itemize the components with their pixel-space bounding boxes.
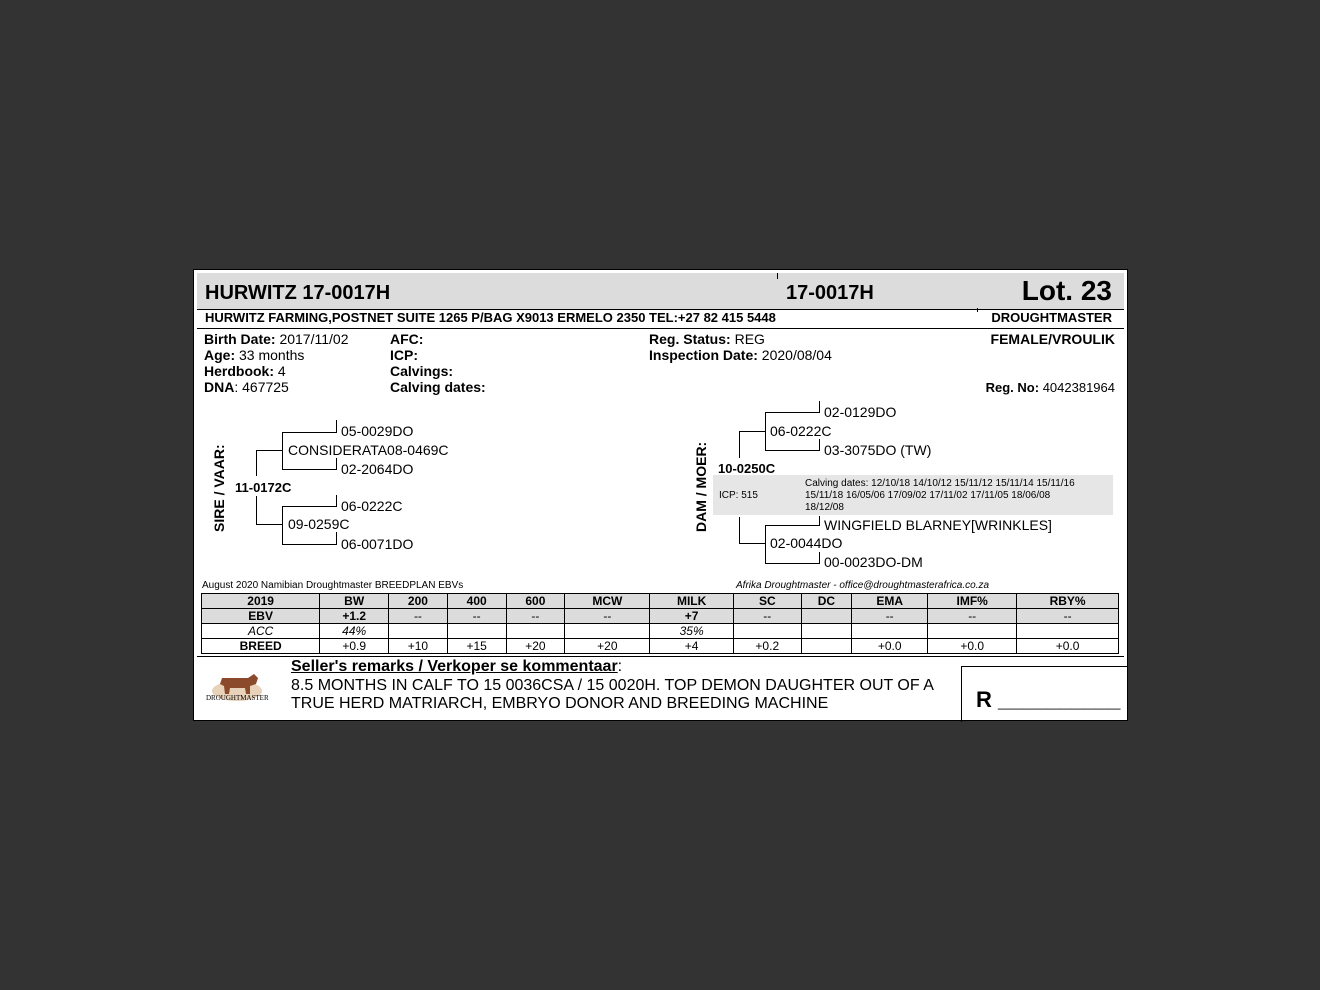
sire-sire-bottom-tick [336,458,337,470]
ebv-col-rby: RBY% [1017,594,1119,609]
dam-vertical-label: DAM / MOER: [693,441,709,532]
dam-dam-sire-name: WINGFIELD BLARNEY[WRINKLES] [824,517,1052,533]
ebv-col-year: 2019 [202,594,320,609]
calvings-label: Calvings: [390,363,454,379]
dam-sire-sire-name: 02-0129DO [824,404,897,420]
sire-line-up-h [256,450,282,451]
animal-id: 17-0017H [786,282,874,304]
acc-cell [1017,624,1119,639]
breed-cell: +15 [447,639,506,654]
ebv-row [202,609,1119,624]
dna-label: DNA [204,379,235,395]
ebv-col-ema: EMA [852,594,928,609]
ebv-col-200: 200 [389,594,448,609]
herdbook-row [204,363,286,379]
price-label: R __________ [976,687,1121,712]
remarks-colon: : [617,658,623,675]
lot-number: Lot. 23 [1021,275,1112,306]
dam-dam-bottom-tick [819,552,820,564]
dam-calving-box [713,475,1113,515]
ebv-cell: +1.2 [320,609,389,624]
sire-dam-top-tick [336,495,337,507]
reg-no-label: Reg. No: [985,380,1040,395]
acc-cell: 44% [320,624,389,639]
acc-row [202,624,1119,639]
dam-calving-dates-1: Calving dates: 12/10/18 14/10/12 15/11/12 15/11/14 15/11/16 [805,478,1075,489]
sex-label: FEMALE/VROULIK [990,331,1115,347]
acc-cell [389,624,448,639]
ebv-cell: -- [565,609,650,624]
price-box [961,666,1127,722]
dam-sire-top [765,412,819,413]
address-bar [197,308,1124,329]
breed-row [202,639,1119,654]
card-header [197,273,1124,310]
ebv-col-400: 400 [447,594,506,609]
dam-dam-top [765,525,819,526]
ebv-cell: -- [506,609,565,624]
birth-date-value: 2017/11/02 [279,331,349,347]
ebv-cell: -- [928,609,1017,624]
acc-cell: ACC [202,624,320,639]
inspection-value: 2020/08/04 [761,347,832,363]
dam-dam-bracket [765,525,766,563]
droughtmaster-logo [204,668,270,706]
dna-row [204,379,289,395]
dam-calving-dates-3: 18/12/08 [805,502,844,513]
address-text: HURWITZ FARMING,POSTNET SUITE 1265 P/BAG X9013 ERMELO 2350 TEL:+27 82 415 5448 [205,310,776,325]
breed-cell: +0.2 [733,639,801,654]
dam-line-down-h [739,543,765,544]
reg-status-label: Reg. Status: [649,331,731,347]
ebv-table [201,593,1119,654]
dam-name: 10-0250C [718,461,776,476]
afc-label: AFC: [390,331,424,347]
sire-dam-dam-name: 06-0071DO [341,536,414,552]
lot-card [193,269,1128,721]
breed-cell: +20 [506,639,565,654]
dam-icp: ICP: 515 [719,490,758,501]
acc-cell: 35% [650,624,733,639]
acc-cell [801,624,851,639]
birth-date-label: Birth Date: [204,331,276,347]
inspection-row [649,347,832,363]
header-divider [777,273,778,279]
dam-sire-name: 06-0222C [770,423,832,439]
dam-sire-bottom-tick [819,439,820,451]
remarks-divider [197,656,1124,657]
dam-sire-bracket [765,412,766,450]
dam-line-up-h [739,431,765,432]
herdbook-value: 4 [277,363,286,379]
ebv-cell [801,609,851,624]
sire-sire-top [282,432,336,433]
age-value: 33 months [239,347,305,363]
dam-dam-dam-name: 00-0023DO-DM [824,554,923,570]
sire-line-down [256,496,257,524]
dam-sire-bottom [765,450,819,451]
sire-dam-top [282,506,336,507]
ebv-col-mcw: MCW [565,594,650,609]
ebv-cell: +7 [650,609,733,624]
dam-line-up [739,431,740,458]
remarks-line-1: 8.5 MONTHS IN CALF TO 15 0036CSA / 15 0020H. TOP DEMON DAUGHTER OUT OF A [291,677,934,694]
sire-dam-sire-name: 06-0222C [341,498,403,514]
ebv-cell: -- [447,609,506,624]
sire-vertical-label: SIRE / VAAR: [211,444,227,532]
dam-sire-top-tick [819,401,820,413]
sire-sire-sire-name: 05-0029DO [341,423,414,439]
sire-dam-bottom-tick [336,532,337,545]
remarks-title: Seller's remarks / Verkoper se kommentaar [291,658,618,675]
sire-sire-top-tick [336,420,337,433]
dam-dam-bottom [765,563,819,564]
acc-cell [447,624,506,639]
logo-text: DROUGHTMASTER [206,694,269,702]
dam-sire-dam-name: 03-3075DO (TW) [824,442,932,458]
ebv-col-dc: DC [801,594,851,609]
breed-cell: +20 [565,639,650,654]
ebv-cell: -- [733,609,801,624]
dam-dam-name: 02-0044DO [770,535,843,551]
ebv-title: August 2020 Namibian Droughtmaster BREEDPLAN EBVs [202,580,464,591]
breed-cell: +10 [389,639,448,654]
ebv-header-row [202,594,1119,609]
remarks-line-2: TRUE HERD MATRIARCH, EMBRYO DONOR AND BREEDING MACHINE [291,695,829,712]
ebv-col-milk: MILK [650,594,733,609]
dam-line-down [739,517,740,543]
ebv-col-bw: BW [320,594,389,609]
remarks-title-row [291,658,622,676]
sire-dam-bracket [282,506,283,544]
age-label: Age: [204,347,236,363]
dna-value: : 467725 [234,379,289,395]
acc-cell [852,624,928,639]
inspection-label: Inspection Date: [649,347,758,363]
breed-name: DROUGHTMASTER [991,310,1112,325]
ebv-col-imf: IMF% [928,594,1017,609]
ebv-cell: -- [389,609,448,624]
calving-dates-label: Calving dates: [390,379,486,395]
sire-dam-name: 09-0259C [288,516,350,532]
birth-date-row [204,331,348,347]
herdbook-label: Herdbook: [204,363,274,379]
sire-sire-dam-name: 02-2064DO [341,461,414,477]
breed-cell [801,639,851,654]
sire-line-up [256,450,257,476]
sire-line-down-h [256,524,282,525]
sire-sire-bottom [282,469,336,470]
breed-cell: +0.0 [1017,639,1119,654]
breed-cell: BREED [202,639,320,654]
sire-sire-bracket [282,432,283,469]
acc-cell [733,624,801,639]
breed-cell: +0.0 [852,639,928,654]
reg-status-value: REG [734,331,765,347]
ebv-col-600: 600 [506,594,565,609]
acc-cell [506,624,565,639]
breed-cell: +4 [650,639,733,654]
reg-status-row [649,331,765,347]
acc-cell [565,624,650,639]
dam-calving-dates-2: 15/11/18 16/05/06 17/09/02 17/11/02 17/11/05 18/06/08 [805,490,1051,501]
ebv-col-sc: SC [733,594,801,609]
dam-dam-top-tick [819,516,820,526]
sire-sire-name: CONSIDERATA08-0469C [288,442,449,458]
sire-name: 11-0172C [235,480,292,495]
sire-dam-bottom [282,544,336,545]
reg-no-value: 4042381964 [1042,380,1115,395]
ebv-cell: -- [1017,609,1119,624]
ebv-cell: EBV [202,609,320,624]
acc-cell [928,624,1017,639]
breed-cell: +0.0 [928,639,1017,654]
ebv-cell: -- [852,609,928,624]
age-row [204,347,304,363]
breed-cell: +0.9 [320,639,389,654]
reg-no-row [986,380,1115,395]
icp-label: ICP: [390,347,418,363]
animal-name: HURWITZ 17-0017H [205,282,391,304]
ebv-contact: Afrika Droughtmaster - office@droughtmasterafrica.co.za [736,580,990,591]
address-divider [977,308,978,312]
